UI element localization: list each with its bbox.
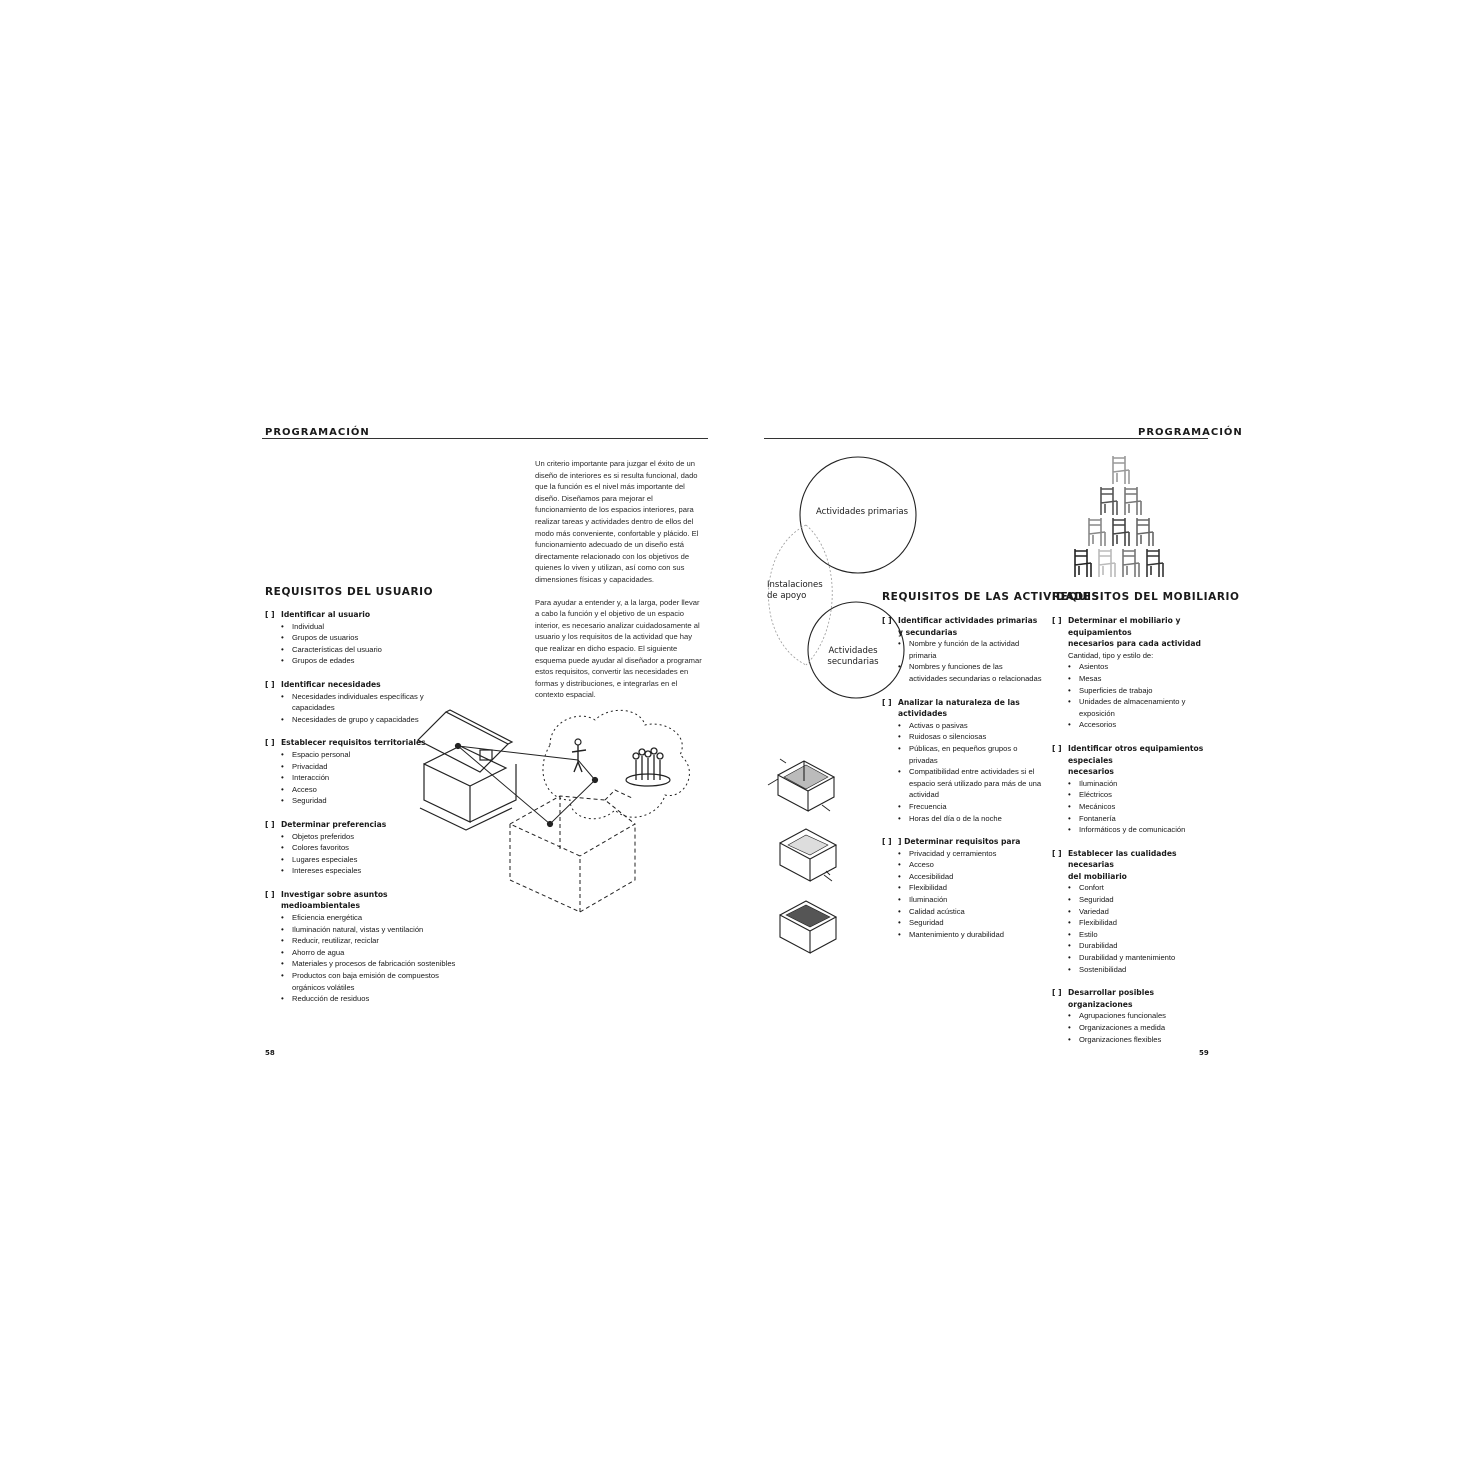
list-item: • Iluminación natural, vistas y ventilación	[281, 924, 465, 936]
requirement-group-heading	[265, 679, 465, 691]
checkbox-bracket: [ ]	[882, 837, 892, 847]
requirement-group-title: Identificar actividades primarias	[898, 616, 1038, 625]
list-item: • Mantenimiento y durabilidad	[898, 929, 1042, 941]
checkbox-bracket: [ ]	[265, 610, 275, 619]
list-item: • Mecánicos	[1068, 801, 1217, 813]
checkbox-bracket: [ ]	[1052, 743, 1062, 753]
requirement-group-heading	[1052, 743, 1217, 766]
requirement-group	[1052, 743, 1217, 836]
list-item: • Superficies de trabajo	[1068, 685, 1217, 697]
list-item: • Colores favoritos	[281, 842, 465, 854]
activities-requirements-title: REQUISITOS DE LAS ACTIVIDADES	[882, 591, 1100, 603]
list-item: • Horas del día o de la noche	[898, 813, 1042, 825]
requirement-group-title: Analizar la naturaleza de las actividades	[898, 697, 1020, 719]
requirement-items	[1052, 778, 1217, 836]
list-item: • Durabilidad y mantenimiento	[1068, 952, 1217, 964]
furniture-requirements-list	[1052, 615, 1217, 1057]
requirement-group	[1052, 848, 1217, 976]
requirement-group	[1052, 615, 1217, 731]
list-item: • Mesas	[1068, 673, 1217, 685]
requirement-group-title: Determinar el mobiliario y equipamientos	[1068, 616, 1181, 637]
chair-icon	[1101, 487, 1117, 515]
list-item: • Variedad	[1068, 906, 1217, 918]
list-item: • Frecuencia	[898, 801, 1042, 813]
header-rule-right	[764, 438, 1208, 439]
checkbox-bracket: [ ]	[1052, 848, 1062, 858]
checkbox-bracket: [ ]	[265, 738, 275, 748]
list-item: • Ruidosas o silenciosas	[898, 731, 1042, 743]
list-item: • Objetos preferidos	[281, 831, 465, 843]
requirement-group-heading	[1052, 615, 1217, 638]
requirement-group-title-cont: del mobiliario	[1068, 871, 1127, 881]
requirement-items	[265, 621, 465, 667]
chair-icon	[1113, 518, 1129, 546]
requirement-group	[1052, 987, 1217, 1045]
requirement-group-title: Identificar otros equipamientos especiales	[1068, 743, 1204, 765]
list-item: • Activas o pasivas	[898, 720, 1042, 732]
chair-icon	[1075, 549, 1091, 577]
list-item: • Reducción de residuos	[281, 993, 465, 1005]
list-item: • Reducir, reutilizar, reciclar	[281, 935, 465, 947]
requirement-group-heading	[1052, 987, 1217, 1010]
requirement-items	[1052, 882, 1217, 975]
requirement-items	[882, 638, 1042, 684]
list-item: • Informáticos y de comunicación	[1068, 824, 1217, 836]
list-item: • Privacidad y cerramientos	[898, 848, 1042, 860]
requirement-group-title: Identificar al usuario	[281, 610, 371, 619]
list-item: • Características del usuario	[281, 644, 465, 656]
venn-label-secondary	[825, 646, 881, 668]
requirement-group-title: Identificar necesidades	[281, 679, 381, 689]
requirement-group-heading	[882, 836, 1042, 848]
requirement-group-title: ] Determinar requisitos para	[898, 837, 1021, 847]
list-item: • Nombre y función de la actividad primaria	[898, 638, 1042, 661]
requirement-group-title: Establecer requisitos territoriales	[281, 738, 426, 748]
list-item: • Seguridad	[1068, 894, 1217, 906]
requirement-group	[882, 836, 1042, 940]
list-item: • Necesidades individuales específicas y capacidades	[281, 691, 465, 714]
list-item: • Individual	[281, 621, 465, 633]
requirement-group-heading	[265, 609, 465, 621]
page-number-right: 59	[1199, 1049, 1209, 1057]
requirement-group-title-cont: y secundarias	[898, 627, 958, 637]
list-item: • Acceso	[898, 859, 1042, 871]
user-requirements-title: REQUISITOS DEL USUARIO	[265, 586, 434, 598]
list-item: • Calidad acústica	[898, 906, 1042, 918]
checkbox-bracket: [ ]	[265, 679, 275, 689]
chair-icon	[1113, 456, 1129, 484]
venn-label-support-line2: de apoyo	[767, 591, 807, 601]
intro-text	[535, 458, 703, 712]
chair-icon	[1099, 549, 1115, 577]
venn-label-primary: Actividades primarias	[815, 507, 909, 517]
requirement-group	[882, 615, 1042, 685]
chair-icon	[1123, 549, 1139, 577]
list-item: • Materiales y procesos de fabricación sostenibles	[281, 958, 465, 970]
user-space-illustration	[410, 700, 700, 915]
requirement-group-title: Desarrollar posibles organizaciones	[1068, 988, 1155, 1009]
list-item: • Públicas, en pequeños grupos o privadas	[898, 743, 1042, 766]
requirement-items	[882, 848, 1042, 941]
requirement-items	[1052, 1010, 1217, 1045]
list-item: • Organizaciones flexibles	[1068, 1034, 1217, 1046]
requirement-group-heading	[1052, 848, 1217, 871]
chair-icon	[1137, 518, 1153, 546]
list-item: • Espacio personal	[281, 749, 465, 761]
venn-label-secondary-line1: Actividades	[828, 646, 878, 656]
requirement-items	[1052, 661, 1217, 731]
list-item: • Accesorios	[1068, 719, 1217, 731]
checkbox-bracket: [ ]	[882, 616, 892, 625]
list-item: • Durabilidad	[1068, 940, 1217, 952]
list-item: • Iluminación	[1068, 778, 1217, 790]
room-boxes-illustration	[766, 755, 856, 965]
chair-icon	[1125, 487, 1141, 515]
list-item: • Acceso	[281, 784, 465, 796]
requirement-items	[265, 912, 465, 1005]
intro-paragraph-2: Para ayudar a entender y, a la larga, poder llevar a cabo la función y el objetivo de un espacio interior, es necesario analizar cuidadosamente al usuario y los requisitos de la actividad que hay que realizar en dicho espacio. El siguiente esquema puede ayudar al diseñador a programar estos requisitos, convertir las necesidades en formas y distribuciones, e integrarlas en el contexto espacial.	[535, 597, 702, 700]
list-item: • Accesibilidad	[898, 871, 1042, 883]
page-number-left: 58	[265, 1049, 275, 1057]
requirement-group-title-cont: necesarios para cada actividad	[1068, 639, 1201, 649]
checkbox-bracket: [ ]	[265, 889, 275, 899]
list-item: • Estilo	[1068, 929, 1217, 941]
list-item: • Productos con baja emisión de compuestos orgánicos volátiles	[281, 970, 465, 993]
requirement-group-subtitle: Cantidad, tipo y estilo de:	[1068, 650, 1154, 660]
list-item: • Grupos de usuarios	[281, 632, 465, 644]
checkbox-bracket: [ ]	[882, 697, 892, 707]
list-item: • Grupos de edades	[281, 655, 465, 667]
chair-icon	[1147, 549, 1163, 577]
header-rule-left	[262, 438, 708, 439]
list-item: • Iluminación	[898, 894, 1042, 906]
requirement-group-title-cont: necesarios	[1068, 767, 1114, 777]
intro-paragraph-1: Un criterio importante para juzgar el éxito de un diseño de interiores es si resulta funcional, dado que la función es el nivel más importante del diseño. Diseñamos para mejorar el funcionamiento de los espacios interiores, para realizar tareas y actividades dentro de ellos del modo más conveniente, confortable y plácido. El funcionamiento adecuado de un diseño está directamente relacionado con los objetivos de quienes lo viven y utilizan, así como con sus dimensiones físicas y capacidades.	[535, 459, 699, 584]
venn-label-support	[767, 580, 837, 602]
checkbox-bracket: [ ]	[1052, 988, 1062, 998]
list-item: • Asientos	[1068, 661, 1217, 673]
checkbox-bracket: [ ]	[1052, 616, 1062, 625]
list-item: • Nombres y funciones de las actividades secundarias o relacionadas	[898, 661, 1042, 684]
list-item: • Privacidad	[281, 761, 465, 773]
list-item: • Confort	[1068, 882, 1217, 894]
furniture-requirements-title: REQUISITOS DEL MOBILIARIO	[1052, 591, 1240, 603]
requirement-group-title: Establecer las cualidades necesarias	[1068, 848, 1177, 870]
requirement-group-title: Determinar preferencias	[281, 819, 387, 829]
chairs-pyramid-illustration	[1065, 452, 1175, 587]
requirement-items	[882, 720, 1042, 824]
venn-label-secondary-line2: secundarias	[827, 657, 879, 667]
requirement-group-heading	[882, 697, 1042, 720]
requirement-group-heading	[882, 615, 1042, 627]
chair-icon	[1089, 518, 1105, 546]
list-item: • Interacción	[281, 772, 465, 784]
running-header-left: PROGRAMACIÓN	[265, 427, 370, 438]
requirement-group-title: Investigar sobre asuntos medioambientales	[281, 889, 388, 911]
list-item: • Fontanería	[1068, 813, 1217, 825]
list-item: • Lugares especiales	[281, 854, 465, 866]
activities-requirements-list	[882, 615, 1042, 952]
list-item: • Intereses especiales	[281, 865, 465, 877]
list-item: • Unidades de almacenamiento y exposición	[1068, 696, 1217, 719]
list-item: • Eficiencia energética	[281, 912, 465, 924]
list-item: • Flexibilidad	[1068, 917, 1217, 929]
list-item: • Ahorro de agua	[281, 947, 465, 959]
list-item: • Agrupaciones funcionales	[1068, 1010, 1217, 1022]
list-item: • Sostenibilidad	[1068, 964, 1217, 976]
requirement-group	[882, 697, 1042, 825]
venn-label-support-line1: Instalaciones	[767, 580, 823, 590]
running-header-right: PROGRAMACIÓN	[1138, 427, 1243, 438]
list-item: • Eléctricos	[1068, 789, 1217, 801]
list-item: • Compatibilidad entre actividades si el espacio será utilizado para más de una actividad	[898, 766, 1042, 801]
list-item: • Seguridad	[281, 795, 465, 807]
checkbox-bracket: [ ]	[265, 819, 275, 829]
list-item: • Organizaciones a medida	[1068, 1022, 1217, 1034]
list-item: • Seguridad	[898, 917, 1042, 929]
requirement-group	[265, 609, 465, 667]
list-item: • Necesidades de grupo y capacidades	[281, 714, 465, 726]
list-item: • Flexibilidad	[898, 882, 1042, 894]
